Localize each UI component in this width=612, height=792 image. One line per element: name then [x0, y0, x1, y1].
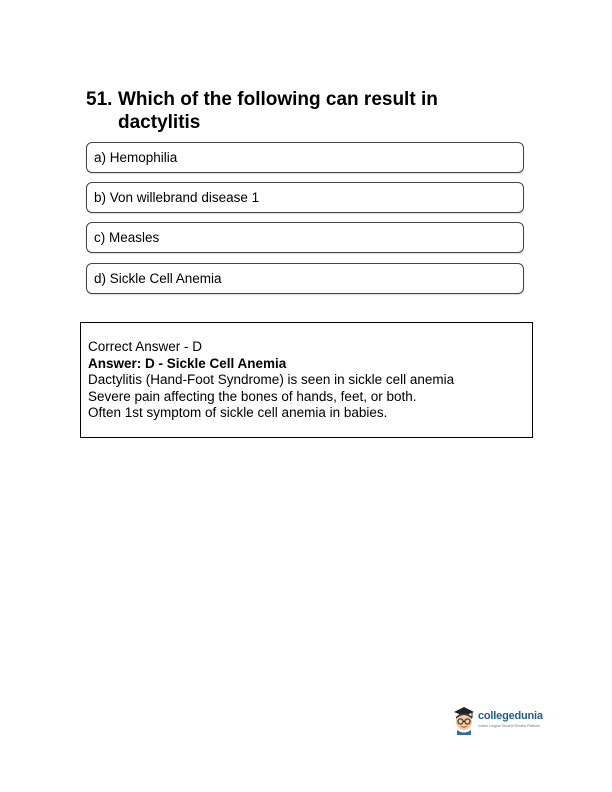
explanation-line: Often 1st symptom of sickle cell anemia in babies. — [88, 405, 388, 420]
logo-name: collegedunia — [478, 710, 543, 722]
student-mascot-icon — [452, 705, 476, 735]
explanation-line: Severe pain affecting the bones of hands, feet, or both. — [88, 388, 417, 404]
option-b[interactable]: b) Von willebrand disease 1 — [86, 182, 524, 213]
question-number: 51. — [86, 89, 113, 110]
option-a[interactable]: a) Hemophilia — [86, 142, 524, 173]
answer-title: Answer: D - Sickle Cell Anemia — [88, 355, 287, 371]
option-c[interactable]: c) Measles — [86, 222, 524, 253]
collegedunia-logo — [452, 705, 562, 735]
correct-answer-line: Correct Answer - D — [88, 339, 203, 354]
explanation-line: Dactylitis (Hand-Foot Syndrome) is seen in sickle cell anemia — [88, 372, 455, 387]
logo-tagline: India's Largest Student Review Platform — [478, 724, 541, 728]
option-d[interactable]: d) Sickle Cell Anemia — [86, 263, 524, 294]
answer-box — [80, 322, 533, 438]
question-text: Which of the following can result in dactylitis — [118, 89, 438, 133]
